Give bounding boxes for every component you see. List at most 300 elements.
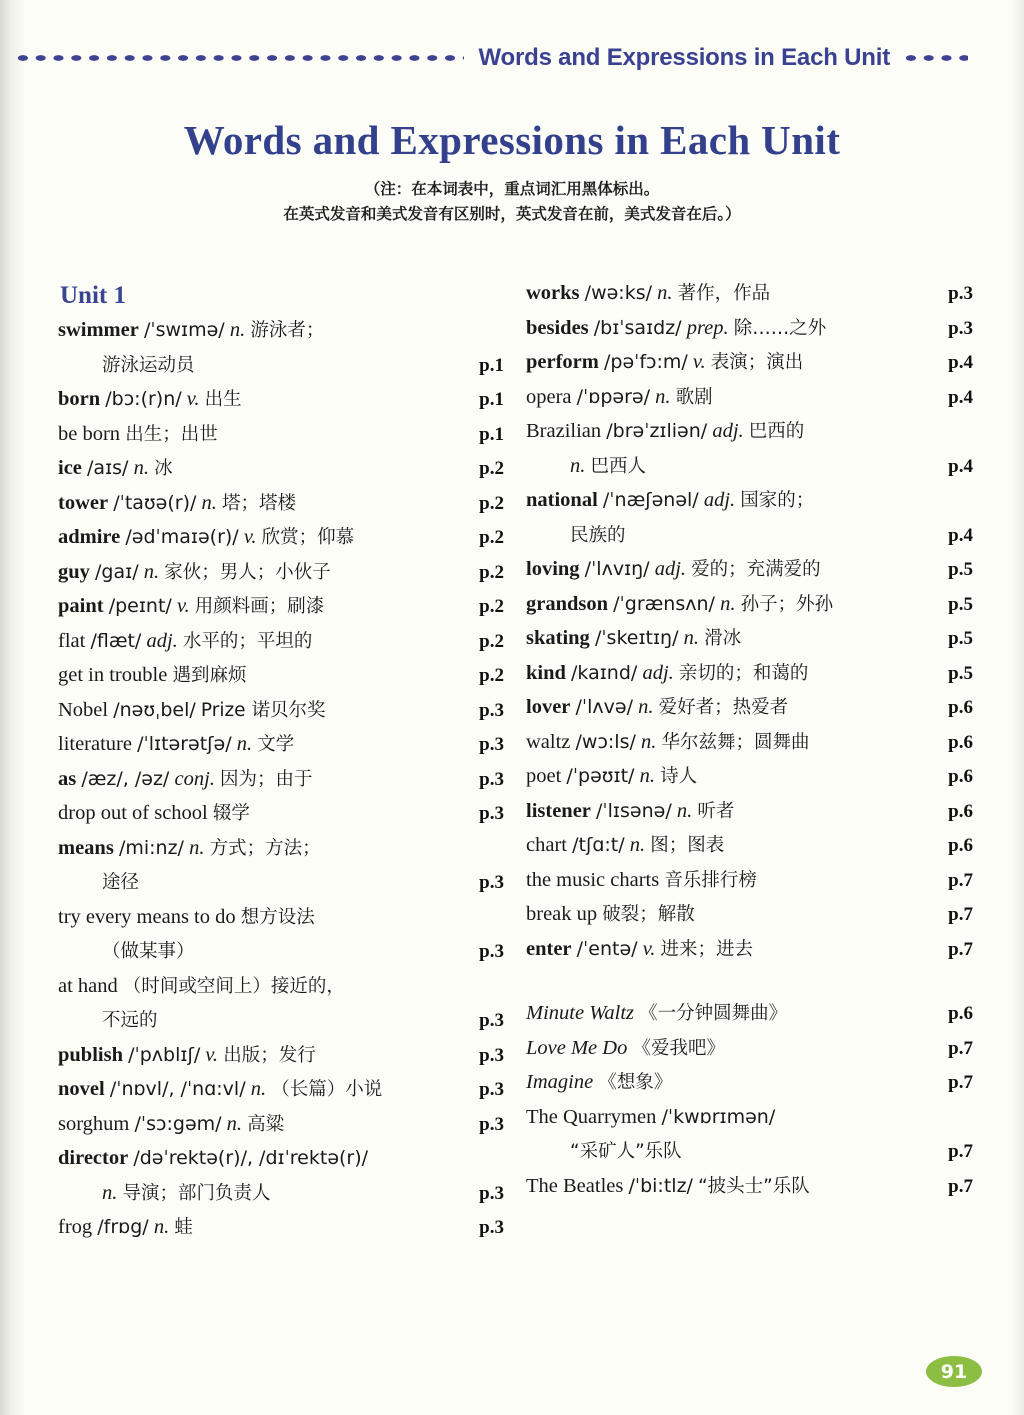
page-reference: p.2 (479, 630, 504, 652)
phonetic-transcription: /peɪnt/ (108, 595, 172, 617)
part-of-speech: n. (683, 627, 699, 649)
gloss: 进来；进去 (660, 938, 754, 960)
headword: born (58, 388, 101, 410)
headword: perform (526, 351, 599, 373)
gloss: 想方设法 (240, 906, 315, 928)
vocabulary-entry (58, 1148, 504, 1169)
entry-text (526, 1038, 725, 1059)
phonetic-transcription: /ˈlʌvə/ (575, 696, 634, 718)
part-of-speech: n. (639, 765, 655, 787)
phonetic-transcription: /ədˈmaɪə(r)/ (125, 526, 239, 548)
gloss: 水平的；平坦的 (182, 630, 313, 652)
gloss: 爱的；充满爱的 (691, 559, 821, 580)
page-reference: p.4 (948, 386, 973, 408)
vocabulary-entry (526, 318, 973, 339)
entry-text (526, 456, 646, 477)
entry-text (526, 663, 808, 684)
part-of-speech: v. (205, 1043, 219, 1066)
gloss: 《一分钟圆舞曲》 (639, 1003, 788, 1024)
page-reference: p.3 (479, 1217, 504, 1238)
page-subtitle (0, 177, 1024, 227)
part-of-speech: prep. (686, 316, 729, 339)
part-of-speech: n. (676, 799, 693, 822)
entry-text (58, 1183, 271, 1204)
headword: frog (58, 1216, 93, 1238)
gloss: 诗人 (660, 766, 698, 787)
gloss: 滑冰 (704, 628, 742, 649)
entry-text (526, 421, 804, 442)
vocabulary-entry (58, 424, 504, 445)
vocabulary-entry (526, 939, 973, 960)
vocabulary-entry (526, 1107, 973, 1128)
part-of-speech: adj. (654, 558, 687, 580)
gloss: 图；图表 (650, 835, 725, 856)
headword: loving (526, 558, 580, 580)
page-reference: p.2 (479, 492, 504, 514)
part-of-speech: n. (153, 1216, 170, 1238)
vocabulary-entry (526, 421, 973, 442)
page-reference: p.3 (479, 1010, 504, 1031)
vocabulary-entry (58, 872, 504, 893)
gloss: 孙子；外孙 (740, 593, 834, 615)
headword: listener (526, 799, 591, 822)
entry-text (58, 389, 242, 410)
phonetic-transcription: /ˈbi:tlz/ (628, 1174, 693, 1197)
headword: guy (58, 560, 90, 583)
part-of-speech: n. (629, 834, 646, 856)
vocabulary-entry (526, 1038, 973, 1059)
page-reference: p.7 (948, 938, 973, 960)
vocabulary-entry (58, 527, 504, 548)
vocabulary-entry (526, 490, 973, 511)
entry-text (58, 734, 294, 755)
vocabulary-entry (58, 700, 504, 721)
page-title: Words and Expressions in Each Unit (183, 117, 841, 163)
entry-text (58, 355, 195, 376)
entry-text (526, 387, 713, 408)
entry-text (58, 562, 331, 583)
entry-text (58, 1079, 382, 1100)
headword: waltz (526, 730, 571, 753)
gloss: 塔；塔楼 (222, 492, 297, 514)
entry-text (58, 907, 315, 928)
phonetic-transcription: /ˈnɒvl/, /ˈnɑ:vl/ (109, 1078, 246, 1100)
page-reference: p.7 (948, 1175, 973, 1197)
page-reference: p.2 (479, 596, 504, 617)
vocabulary-entry (526, 594, 973, 615)
phonetic-transcription: /wɔ:ls/ (575, 730, 636, 753)
entry-text (526, 835, 724, 856)
vocabulary-entry (58, 458, 504, 479)
page-reference: p.5 (948, 628, 973, 649)
gloss: 巴西人 (590, 455, 647, 477)
vocabulary-entry (58, 907, 504, 928)
vocabulary-entry (526, 663, 973, 684)
gloss: 出生 (204, 389, 242, 410)
work-title: The Quarrymen (526, 1105, 657, 1128)
entry-text (526, 870, 757, 891)
page-reference: p.1 (479, 354, 504, 376)
gloss: “采矿人”乐队 (570, 1141, 682, 1162)
page-reference: p.2 (479, 665, 504, 686)
vocabulary-entry (526, 904, 973, 925)
page-number-badge: 91 (926, 1356, 982, 1387)
headword: works (526, 282, 580, 304)
entry-text (526, 559, 821, 580)
entry-text (58, 769, 313, 790)
phonetic-transcription: /kaɪnd/ (571, 661, 638, 684)
gloss: 不远的 (102, 1010, 158, 1031)
phonetic-transcription: /wə:ks/ (584, 282, 653, 304)
headword: opera (526, 385, 572, 408)
page-reference: p.2 (479, 527, 504, 548)
page-reference: p.3 (948, 283, 973, 304)
entry-text (58, 424, 218, 445)
entry-text (526, 628, 741, 649)
part-of-speech: conj. (174, 767, 215, 790)
phonetic-transcription: /frɒg/ (97, 1216, 149, 1238)
entry-text (526, 283, 770, 304)
headword: national (526, 489, 598, 511)
gloss: 音乐排行榜 (664, 869, 757, 891)
vocabulary-entry (58, 1114, 504, 1135)
gloss: Prize 诺贝尔奖 (200, 699, 326, 721)
entry-text (526, 1072, 672, 1093)
phonetic-transcription: /ˈentə/ (576, 937, 638, 960)
phonetic-transcription: /brəˈzɪliən/ (606, 420, 708, 442)
vocabulary-entry (526, 732, 973, 753)
gloss: 国家的； (740, 490, 815, 511)
headword: Nobel (58, 698, 109, 721)
phonetic-transcription: /ˈlʌvɪŋ/ (584, 558, 650, 580)
part-of-speech: adj. (146, 629, 178, 652)
entry-text (526, 801, 734, 822)
vocabulary-entry (58, 941, 504, 962)
page-reference: p.1 (479, 389, 504, 410)
vocabulary-entry (58, 734, 504, 755)
entry-text (526, 1003, 787, 1024)
headword: sorghum (58, 1112, 130, 1135)
phonetic-transcription: /ˈnæʃənəl/ (602, 489, 699, 511)
part-of-speech: v. (243, 526, 257, 548)
part-of-speech: n. (189, 836, 205, 859)
phonetic-transcription: /ˈpʌblɪʃ/ (128, 1043, 201, 1066)
part-of-speech: n. (201, 491, 217, 514)
phonetic-transcription: /ˈskeɪtɪŋ/ (594, 627, 679, 649)
page-reference: p.4 (948, 352, 973, 373)
vocabulary-entry (58, 1079, 504, 1100)
gloss: 冰 (154, 458, 173, 479)
headword: admire (58, 526, 121, 548)
left-entry-list (58, 320, 504, 1238)
gloss: 高粱 (247, 1113, 285, 1135)
vocabulary-entry (526, 283, 973, 304)
page-reference: p.4 (948, 524, 973, 546)
headword: paint (58, 595, 104, 617)
phonetic-transcription: /bɪˈsaɪdz/ (593, 316, 682, 339)
part-of-speech: n. (226, 1112, 243, 1135)
dot-rule-right (902, 53, 968, 63)
headword: try every means to do (58, 905, 236, 928)
page-reference: p.6 (948, 766, 973, 787)
page-reference: p.3 (479, 1079, 504, 1100)
part-of-speech: n. (655, 385, 671, 408)
headword: skating (526, 627, 590, 649)
vocabulary-entry (58, 769, 504, 790)
phonetic-transcription: /bɔ:(r)n/ (105, 388, 182, 410)
gloss: 导演；部门负责人 (122, 1182, 271, 1204)
page-reference: p.6 (948, 800, 973, 822)
gloss: 《想象》 (598, 1072, 673, 1093)
part-of-speech: v. (692, 351, 706, 373)
page-reference: p.3 (479, 768, 504, 790)
vocabulary-entry (526, 352, 973, 373)
entry-text (58, 665, 246, 686)
gloss: 因为；由于 (220, 768, 313, 790)
subtitle-line-2: 在英式发音和美式发音有区别时，英式发音在前，美式发音在后。） (283, 205, 741, 224)
gloss: 游泳运动员 (102, 354, 195, 376)
right-title-list (526, 1003, 973, 1196)
gloss: 辍学 (212, 803, 250, 824)
headword: enter (526, 937, 572, 960)
phonetic-transcription: /ˈtaʊə(r)/ (113, 491, 197, 514)
part-of-speech: v. (176, 595, 190, 617)
right-entry-list (526, 283, 973, 959)
entry-text (526, 697, 788, 718)
entry-text (526, 594, 833, 615)
vocabulary-entry (58, 493, 504, 514)
headword: break up (526, 903, 598, 925)
entry-text (58, 838, 321, 859)
page-reference: p.3 (479, 1182, 504, 1204)
entry-text (58, 1114, 284, 1135)
gloss: 爱好者；热爱者 (658, 697, 789, 718)
vocabulary-columns (58, 283, 973, 1252)
headword: Brazilian (526, 420, 602, 442)
phonetic-transcription: /aɪs/ (87, 457, 129, 479)
vocabulary-entry (58, 562, 504, 583)
gloss: 出生；出世 (125, 423, 218, 445)
page-reference: p.4 (948, 455, 973, 477)
vocabulary-entry (526, 1141, 973, 1162)
gloss: 欣赏；仰慕 (261, 527, 355, 548)
gloss: 除……之外 (733, 317, 827, 339)
headword: grandson (526, 592, 609, 615)
gloss: 著作，作品 (677, 283, 771, 304)
headword: novel (58, 1078, 105, 1100)
headword: lover (526, 696, 571, 718)
part-of-speech: n. (657, 282, 673, 304)
section-gap (526, 973, 973, 1003)
entry-text (58, 320, 324, 341)
vocabulary-entry (58, 389, 504, 410)
vocabulary-entry (526, 456, 973, 477)
headword: besides (526, 316, 589, 339)
page-reference: p.3 (479, 872, 504, 893)
part-of-speech: n. (133, 457, 149, 479)
entry-text (58, 1217, 193, 1238)
phonetic-transcription: /gaɪ/ (95, 560, 139, 583)
part-of-speech: v. (186, 388, 200, 410)
left-column (58, 283, 504, 1252)
page-reference: p.5 (948, 593, 973, 615)
vocabulary-entry (526, 801, 973, 822)
page-reference: p.3 (948, 317, 973, 339)
gloss: （时间或空间上）接近的， (122, 975, 345, 997)
page-reference: p.7 (948, 1141, 973, 1162)
part-of-speech: n. (720, 592, 736, 615)
headword: kind (526, 661, 566, 684)
entry-text (526, 939, 753, 960)
entry-text (58, 631, 312, 652)
phonetic-transcription: /ˈswɪmə/ (143, 319, 225, 341)
phonetic-transcription: /tʃɑ:t/ (572, 834, 625, 856)
gloss: 途径 (102, 872, 140, 893)
phonetic-transcription: /flæt/ (90, 629, 142, 652)
gloss: 文学 (257, 734, 295, 755)
entry-text (58, 1045, 316, 1066)
headword: be born (58, 422, 121, 445)
part-of-speech: n. (570, 454, 586, 477)
gloss: 表演；演出 (710, 352, 804, 373)
headword: drop out of school (58, 802, 208, 824)
vocabulary-entry (526, 1072, 973, 1093)
part-of-speech: n. (638, 696, 654, 718)
headword: swimmer (58, 319, 139, 341)
entry-text (526, 1176, 810, 1197)
entry-text (526, 732, 810, 753)
page-reference: p.6 (948, 697, 973, 718)
gloss: 方式；方法； (209, 837, 321, 859)
headword: publish (58, 1043, 123, 1066)
headword: as (58, 767, 77, 790)
page-reference: p.2 (479, 458, 504, 479)
phonetic-transcription: /pəˈfɔ:m/ (603, 351, 688, 373)
vocabulary-entry (526, 525, 973, 546)
vocabulary-entry (58, 1183, 504, 1204)
phonetic-transcription: /ˈkwɒrɪmən/ (661, 1105, 776, 1128)
page-reference: p.5 (948, 559, 973, 580)
page-reference: p.3 (479, 941, 504, 962)
page-reference: p.7 (948, 904, 973, 925)
gloss: 家伙；男人；小伙子 (164, 561, 331, 583)
vocabulary-entry (526, 387, 973, 408)
part-of-speech: n. (143, 560, 160, 583)
entry-text (58, 527, 354, 548)
headword: tower (58, 491, 109, 514)
phonetic-transcription: /ˈsɔ:gəm/ (134, 1112, 222, 1135)
entry-text (58, 803, 250, 824)
gloss: 遇到麻烦 (172, 665, 247, 686)
vocabulary-entry (58, 320, 504, 341)
entry-text (526, 352, 803, 373)
vocabulary-entry (58, 665, 504, 686)
headword: literature (58, 733, 132, 755)
gloss: 游泳者； (250, 320, 325, 341)
vocabulary-entry (58, 803, 504, 824)
phonetic-transcription: /æz/, /əz/ (81, 767, 170, 790)
entry-text (58, 700, 325, 721)
title-block (0, 118, 1024, 227)
vocabulary-entry (526, 628, 973, 649)
gloss: 华尔兹舞；圆舞曲 (661, 731, 810, 753)
gloss: 《爱我吧》 (632, 1037, 725, 1059)
vocabulary-entry (58, 631, 504, 652)
vocabulary-entry (58, 1217, 504, 1238)
vocabulary-entry (526, 870, 973, 891)
phonetic-transcription: /dəˈrektə(r)/, /dɪˈrektə(r)/ (133, 1147, 369, 1169)
vocabulary-entry (526, 559, 973, 580)
vocabulary-entry (526, 697, 973, 718)
entry-text (58, 976, 345, 997)
page-reference: p.5 (948, 662, 973, 684)
headword: the music charts (526, 868, 660, 891)
vocabulary-entry (526, 1003, 973, 1024)
gloss: 出版；发行 (223, 1044, 316, 1066)
vocabulary-entry (58, 1045, 504, 1066)
phonetic-transcription: /mi:nz/ (118, 836, 184, 859)
entry-text (526, 904, 695, 925)
gloss: 民族的 (570, 524, 626, 546)
part-of-speech: adj. (642, 661, 674, 684)
vocabulary-entry (526, 766, 973, 787)
headword: at hand (58, 974, 118, 997)
entry-text (526, 318, 826, 339)
headword: flat (58, 629, 86, 652)
page-reference: p.3 (479, 734, 504, 755)
part-of-speech: n. (236, 733, 253, 755)
entry-text (58, 458, 173, 479)
entry-text (58, 493, 296, 514)
phonetic-transcription: /ˈɒpərə/ (576, 385, 650, 408)
vocabulary-entry (58, 596, 504, 617)
entry-text (58, 872, 139, 893)
vocabulary-entry (58, 976, 504, 997)
part-of-speech: adj. (703, 489, 736, 511)
page-reference: p.6 (948, 1003, 973, 1024)
entry-text (526, 490, 814, 511)
phonetic-transcription: /ˈlɪsənə/ (596, 799, 672, 822)
entry-text (526, 766, 697, 787)
gloss: （长篇）小说 (271, 1079, 383, 1100)
page-reference: p.7 (948, 869, 973, 891)
phonetic-transcription: /ˈlɪtərətʃə/ (137, 733, 232, 755)
phonetic-transcription: /ˈgrænsʌn/ (613, 592, 715, 615)
entry-text (58, 941, 195, 962)
work-title: The Beatles (526, 1174, 624, 1197)
vocabulary-entry (58, 838, 504, 859)
gloss: 巴西的 (748, 421, 805, 442)
subtitle-line-1: （注：在本词表中，重点词汇用黑体标出。 (364, 180, 660, 199)
headword: poet (526, 765, 562, 787)
right-column (526, 283, 973, 1252)
page-reference: p.3 (479, 803, 504, 824)
work-title: Imagine (526, 1071, 594, 1093)
part-of-speech: n. (102, 1181, 118, 1204)
entry-text (58, 1010, 158, 1031)
part-of-speech: n. (229, 319, 246, 341)
gloss: 听者 (697, 800, 735, 822)
gloss: 破裂；解散 (602, 904, 695, 925)
running-header (0, 40, 1024, 76)
gloss: “披头士”乐队 (698, 1175, 810, 1197)
vocabulary-entry (526, 1176, 973, 1197)
gloss: 歌剧 (675, 386, 713, 408)
entry-text (58, 596, 324, 617)
vocabulary-entry (58, 1010, 504, 1031)
gloss: 蛙 (174, 1217, 193, 1238)
headword: chart (526, 834, 567, 856)
